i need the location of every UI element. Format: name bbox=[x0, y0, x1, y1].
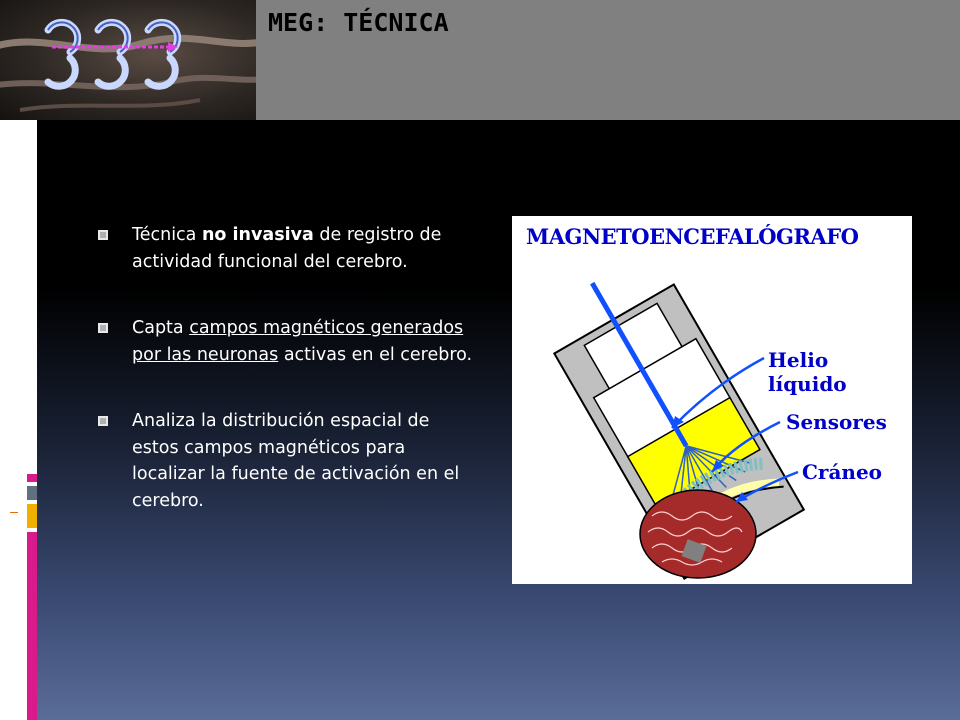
bullet-emphasis: no invasiva bbox=[201, 225, 314, 245]
bullet-item bbox=[96, 315, 476, 368]
accent-bar bbox=[27, 532, 37, 720]
figure-title: MAGNETOENCEFALÓGRAFO bbox=[526, 224, 859, 249]
accent-bar bbox=[27, 474, 37, 482]
bullet-text: activas en el cerebro. bbox=[278, 344, 473, 365]
label-craneo: Cráneo bbox=[802, 460, 883, 484]
bullet-list bbox=[96, 222, 476, 554]
bullet-text: Capta bbox=[132, 318, 190, 338]
square-bullet-icon bbox=[98, 230, 108, 240]
meg-diagram bbox=[512, 216, 912, 584]
title-bar bbox=[0, 0, 960, 120]
slide-title: MEG: TÉCNICA bbox=[268, 8, 449, 37]
bullet-text: de registro de actividad funcional del cerebro. bbox=[132, 225, 442, 272]
accent-bar bbox=[27, 486, 37, 500]
bullet-item bbox=[96, 408, 476, 514]
bullet-text: Técnica bbox=[132, 225, 202, 245]
decor-dash bbox=[10, 512, 18, 513]
bullet-text: Analiza la distribución espacial de estos campos magnéticos para localizar la fuente de activación en el cerebro. bbox=[132, 411, 460, 511]
bullet-item bbox=[96, 222, 476, 275]
triple-recycle-arrows-icon bbox=[0, 0, 256, 120]
bullet-underlined: campos magnéticos generados por las neuronas bbox=[132, 318, 464, 365]
accent-bar bbox=[27, 504, 37, 528]
label-helio-liquido: Helio líquido bbox=[768, 348, 847, 396]
label-sensores: Sensores bbox=[786, 410, 887, 434]
square-bullet-icon bbox=[98, 323, 108, 333]
square-bullet-icon bbox=[98, 416, 108, 426]
logo bbox=[0, 0, 256, 120]
meg-device-illustration bbox=[512, 216, 912, 584]
